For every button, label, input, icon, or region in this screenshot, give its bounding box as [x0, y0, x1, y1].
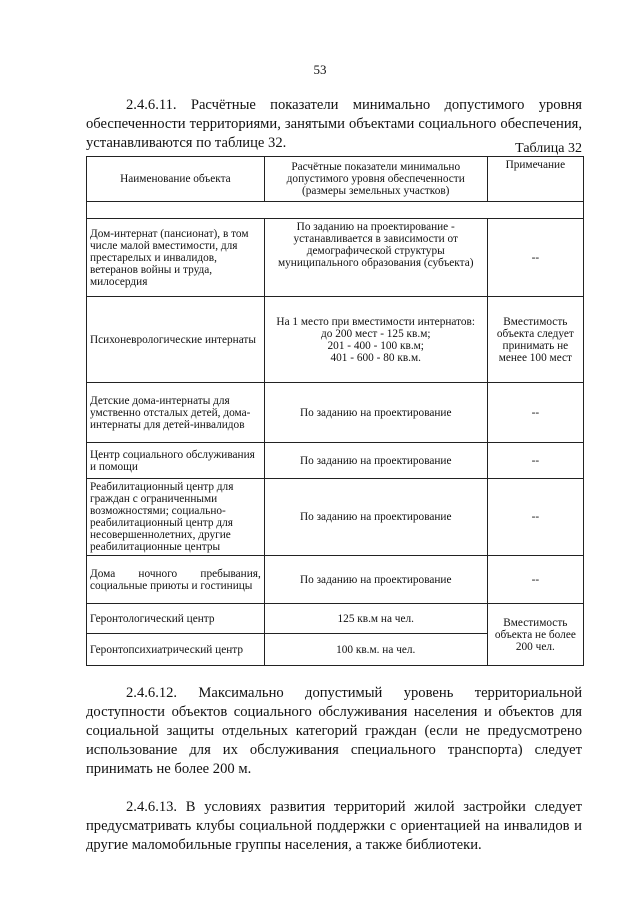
paragraph-3: 2.4.6.13. В условиях развития территорий жилой застройки следует предусматривать клубы социальной поддержки с ориентацией на инвалидов и другие маломобильные группы населения, а также библиотеки. [86, 799, 582, 853]
row-value: По заданию на проектирование [264, 479, 487, 556]
value-line: 201 - 400 - 100 кв.м; [327, 339, 424, 352]
table-row [87, 604, 584, 634]
row-note: -- [487, 479, 583, 556]
page-number: 53 [313, 62, 327, 77]
table-header-row [87, 157, 584, 202]
row-name: Реабилитационный центр для граждан с ограниченными возможностями; социально-реабилитационный центр для несовершеннолетних, другие реабилитационные центры [87, 479, 265, 556]
row-value [264, 297, 487, 383]
table-row [87, 556, 584, 604]
row-note: -- [487, 219, 583, 297]
row-value: По заданию на проектирование [264, 443, 487, 479]
row-value: По заданию на проектирование [264, 556, 487, 604]
row-name: Геронтопсихиатрический центр [87, 634, 265, 666]
value-line: 401 - 600 - 80 кв.м. [330, 351, 421, 364]
row-value: По заданию на проектирование - устанавливается в зависимости от демографической структуры муниципального образования (субъекта) [264, 219, 487, 297]
row-note: Вместимость объекта следует принимать не менее 100 мест [487, 297, 583, 383]
table-row [87, 479, 584, 556]
table-spacer [87, 202, 584, 219]
header-indicators: Расчётные показатели минимально допустимого уровня обеспеченности (размеры земельных участков) [264, 157, 487, 202]
row-note: -- [487, 383, 583, 443]
row-value: По заданию на проектирование [264, 383, 487, 443]
social-facilities-table [86, 156, 584, 666]
row-note: -- [487, 443, 583, 479]
row-name: Детские дома-интернаты для умственно отсталых детей, дома-интернаты для детей-инвалидов [87, 383, 265, 443]
value-line: На 1 место при вместимости интернатов: [276, 315, 476, 328]
intro-paragraph: 2.4.6.11. Расчётные показатели минимально допустимого уровня обеспеченности территориями, занятыми объектами социального обеспечения, устанавливаются по таблице 32. [86, 97, 582, 151]
value-line: до 200 мест - 125 кв.м; [320, 327, 431, 340]
row-note: -- [487, 556, 583, 604]
row-value: 125 кв.м на чел. [264, 604, 487, 634]
row-name: Психоневрологические интернаты [87, 297, 265, 383]
row-note: Вместимость объекта не более 200 чел. [487, 604, 583, 666]
row-name: Дом-интернат (пансионат), в том числе малой вместимости, для престарелых и инвалидов, ветеранов войны и труда, милосердия [87, 219, 265, 297]
header-object-name: Наименование объекта [87, 157, 265, 202]
table-caption: Таблица 32 [515, 141, 582, 156]
header-note: Примечание [487, 157, 583, 202]
table-row [87, 443, 584, 479]
paragraph-2: 2.4.6.12. Максимально допустимый уровень территориальной доступности объектов социального обслуживания населения и объектов для социальной защиты отдельных категорий граждан (если не предусмотрено использование для их обслуживания специального транспорта) следует принимать не более 200 м. [86, 685, 582, 777]
row-name: Дома ночного пребывания, социальные приюты и гостиницы [87, 556, 265, 604]
table-row [87, 297, 584, 383]
row-name: Геронтологический центр [87, 604, 265, 634]
row-name: Центр социального обслуживания и помощи [87, 443, 265, 479]
row-value: 100 кв.м. на чел. [264, 634, 487, 666]
table-row [87, 383, 584, 443]
table-row [87, 219, 584, 297]
